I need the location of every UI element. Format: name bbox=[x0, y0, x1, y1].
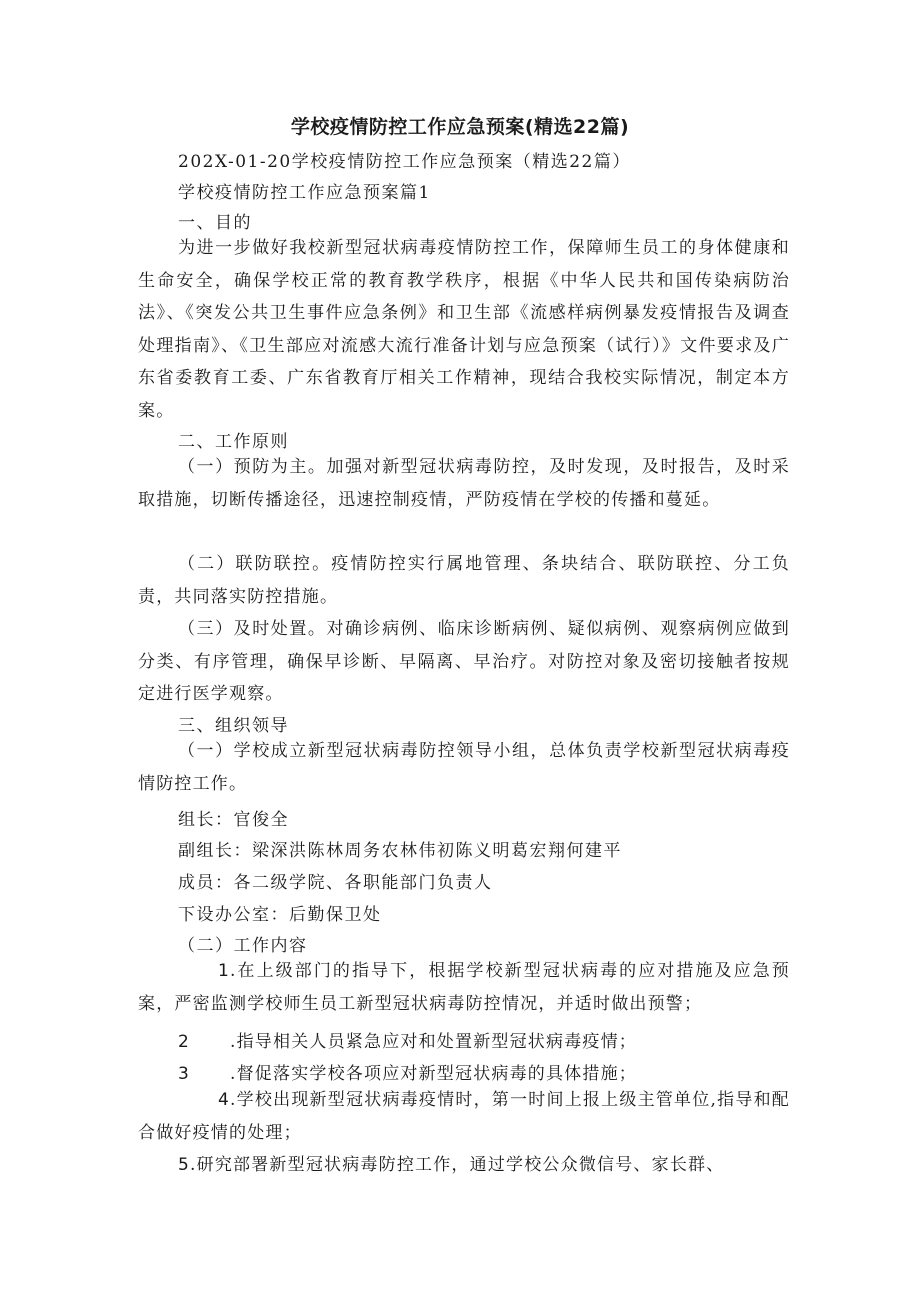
task-number: 4 bbox=[218, 1090, 231, 1110]
task-item-5 bbox=[178, 1150, 724, 1175]
task-item-2 bbox=[178, 1027, 637, 1052]
task-number: 2 bbox=[178, 1032, 191, 1052]
task-text: .研究部署新型冠状病毒防控工作，通过学校公众微信号、家长群、 bbox=[190, 1155, 725, 1175]
document-title: 学校疫情防控工作应急预案(精选22篇) bbox=[290, 116, 630, 138]
work-content-heading: （二）工作内容 bbox=[178, 936, 308, 956]
organization-paragraph-1: （一）学校成立新型冠状病毒防控领导小组，总体负责学校新型冠状病毒疫情防控工作。 bbox=[138, 741, 790, 794]
task-number: 5 bbox=[178, 1155, 191, 1175]
task-text: .指导相关人员紧急应对和处置新型冠状病毒疫情； bbox=[230, 1032, 638, 1052]
dateline: 202X-01-20学校疫情防控工作应急预案（精选22篇） bbox=[178, 152, 631, 172]
task-text: .督促落实学校各项应对新型冠状病毒的具体措施； bbox=[230, 1064, 638, 1084]
task-number: 3 bbox=[178, 1064, 191, 1084]
principle-paragraph-1: （一）预防为主。加强对新型冠状病毒防控，及时发现，及时报告，及时采取措施，切断传播途径，迅速控制疫情，严防疫情在学校的传播和蔓延。 bbox=[138, 457, 790, 510]
task-item-4 bbox=[138, 1084, 790, 1149]
task-item-1 bbox=[138, 955, 790, 1020]
section-heading-organization: 三、组织领导 bbox=[178, 716, 289, 736]
section-heading-purpose: 一、目的 bbox=[178, 213, 252, 233]
section-heading-principles: 二、工作原则 bbox=[178, 432, 289, 452]
task-text: .在上级部门的指导下，根据学校新型冠状病毒的应对措施及应急预案，严密监测学校师生员工新型冠状病毒防控情况，并适时做出预警； bbox=[138, 961, 790, 1014]
principle-paragraph-2: （二）联防联控。疫情防控实行属地管理、条块结合、联防联控、分工负责，共同落实防控措施。 bbox=[138, 554, 790, 607]
members-line: 成员：各二级学院、各职能部门负责人 bbox=[178, 873, 493, 893]
task-number: 1 bbox=[218, 961, 231, 981]
task-item-3 bbox=[178, 1059, 637, 1084]
purpose-paragraph: 为进一步做好我校新型冠状病毒疫情防控工作，保障师生员工的身体健康和生命安全，确保学校正常的教育教学秩序，根据《中华人民共和国传染病防治法》、《突发公共卫生事件应急条例》和卫生部《流感样病例暴发疫情报告及调查处理指南》、《卫生部应对流感大流行准备计划与应急预案（试行）》文件要求及广东省委教育工委、广东省教育厅相关工作精神，现结合我校实际情况，制定本方案。 bbox=[138, 238, 790, 421]
chapter-heading: 学校疫情防控工作应急预案篇1 bbox=[178, 183, 431, 203]
principle-paragraph-3: （三）及时处置。对确诊病例、临床诊断病例、疑似病例、观察病例应做到分类、有序管理，确保早诊断、早隔离、早治疗。对防控对象及密切接触者按规定进行医学观察。 bbox=[138, 619, 790, 704]
office-line: 下设办公室：后勤保卫处 bbox=[178, 905, 382, 925]
leader-line: 组长：官俊全 bbox=[178, 810, 289, 830]
task-text: .学校出现新型冠状病毒疫情时，第一时间上报上级主管单位,指导和配合做好疫情的处理； bbox=[138, 1090, 790, 1143]
vice-leader-line: 副组长：梁深洪陈林周务农林伟初陈义明葛宏翔何建平 bbox=[178, 841, 622, 861]
